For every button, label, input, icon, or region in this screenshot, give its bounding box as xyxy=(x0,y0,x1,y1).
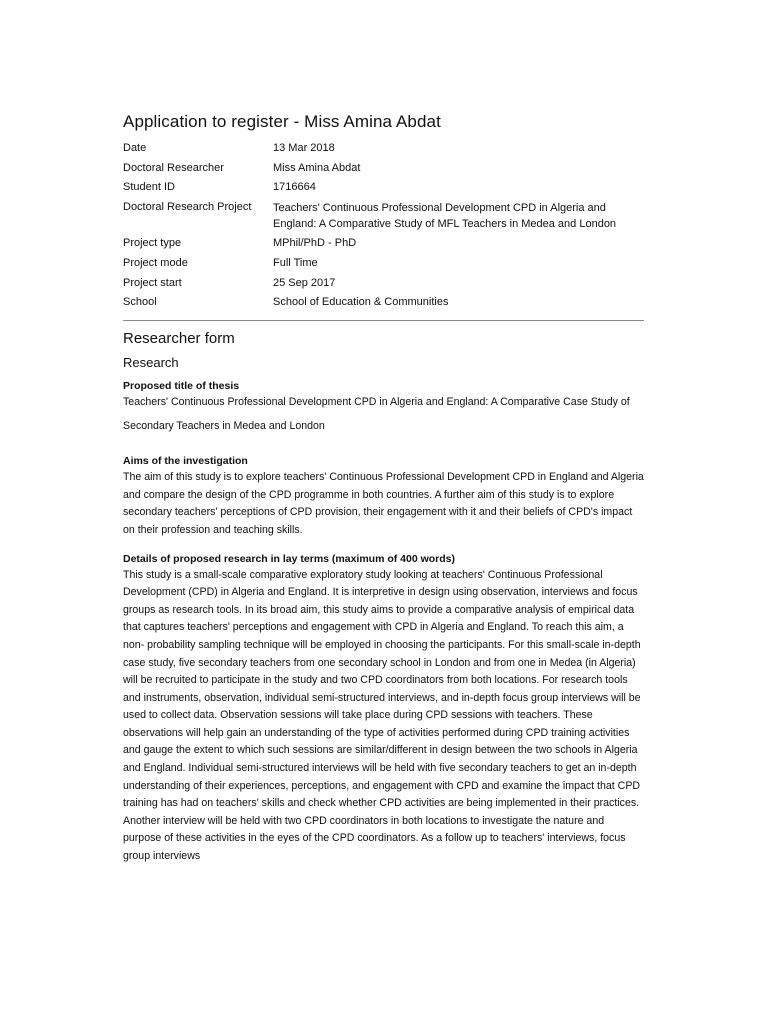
form-heading: Researcher form xyxy=(123,330,235,348)
thesis-title-label: Proposed title of thesis xyxy=(123,380,240,393)
info-row-project-start xyxy=(123,276,644,291)
details-label: Details of proposed research in lay terms (maximum of 400 words) xyxy=(123,552,456,565)
info-value: 13 Mar 2018 xyxy=(273,142,335,154)
info-value: School of Education & Communities xyxy=(273,296,449,309)
details-text: This study is a small-scale comparative exploratory study looking at teachers' Continuous Professional Development (CPD) in Algeria and England. It is interpretive in design using observation, interviews and focus groups as research tools. In its broad aim, this study aims to provide a comparative analysis of empirical data that captures teachers' perceptions and engagement with CPD in Algeria and England. To reach this aim, a non- probability sampling technique will be employed in choosing the participants. For this small-scale in-depth case study, five secondary teachers from one secondary school in London and from one in Medea (in Algeria) will be recruited to participate in the study and two CPD coordinators from both locations. For research tools and instruments, observation, individual semi-structured interviews, and in-depth focus group interviews will be used to collect data. Observation sessions will take place during CPD sessions with teachers. These observations will help gain an understanding of the type of activities performed during CPD training activities and gauge the extent to which such sessions are similar/different in design between the two schools in Algeria and England. Individual semi-structured interviews will be held with five secondary teachers to get an in-depth understanding of their experiences, perceptions, and engagement with CPD and examine the impact that CPD training has had on teachers' skills and check whether CPD activities are being implemented in their practices. Another interview will be held with two CPD coordinators in both locations to investigate the nature and purpose of these activities in the eyes of the CPD coordinators. As a follow up to teachers' interviews, focus group interviews xyxy=(123,568,641,863)
info-label: Doctoral Researcher xyxy=(123,161,224,174)
aims-block xyxy=(123,454,644,539)
page-title: Application to register - Miss Amina Abdat xyxy=(123,112,441,131)
details-block xyxy=(123,552,644,866)
application-info-table xyxy=(123,141,644,310)
info-row-date xyxy=(123,141,644,156)
info-label: Project mode xyxy=(123,256,188,269)
aims-text: The aim of this study is to explore teachers' Continuous Professional Development CPD in England and Algeria and compare the design of the CPD programme in both countries. A further aim of this study is to explore secondary teachers' perceptions of CPD provision, their engagement with it and their beliefs of CPD's impact on their profession and teaching skills. xyxy=(123,471,644,536)
aims-label: Aims of the investigation xyxy=(123,455,248,468)
info-label: Date xyxy=(123,142,147,154)
info-label: Project start xyxy=(123,276,182,289)
info-label: School xyxy=(123,296,157,309)
info-label: Student ID xyxy=(123,181,175,194)
thesis-title-block xyxy=(123,379,644,438)
info-row-student-id xyxy=(123,180,644,195)
info-label: Project type xyxy=(123,237,182,250)
info-label: Doctoral Research Project xyxy=(123,200,252,213)
info-row-doctoral-researcher xyxy=(123,161,644,176)
info-row-project-type xyxy=(123,236,644,251)
info-value: Teachers' Continuous Professional Development CPD in Algeria and England: A Comparative Study of MFL Teachers in Medea and London xyxy=(273,201,617,230)
info-row-school xyxy=(123,295,644,310)
info-value: Full Time xyxy=(273,256,318,269)
info-value: 1716664 xyxy=(273,181,316,194)
section-divider xyxy=(123,320,644,321)
info-row-project-mode xyxy=(123,256,644,271)
info-row-research-project xyxy=(123,200,644,232)
info-value: 25 Sep 2017 xyxy=(273,276,336,289)
document-page xyxy=(123,112,644,878)
thesis-title-text: Teachers' Continuous Professional Development CPD in Algeria and England: A Comparative Case Study of Secondary Teachers in Medea and London xyxy=(123,396,630,433)
info-value: MPhil/PhD - PhD xyxy=(273,237,357,250)
section-heading: Research xyxy=(123,355,179,371)
info-value: Miss Amina Abdat xyxy=(273,161,361,174)
